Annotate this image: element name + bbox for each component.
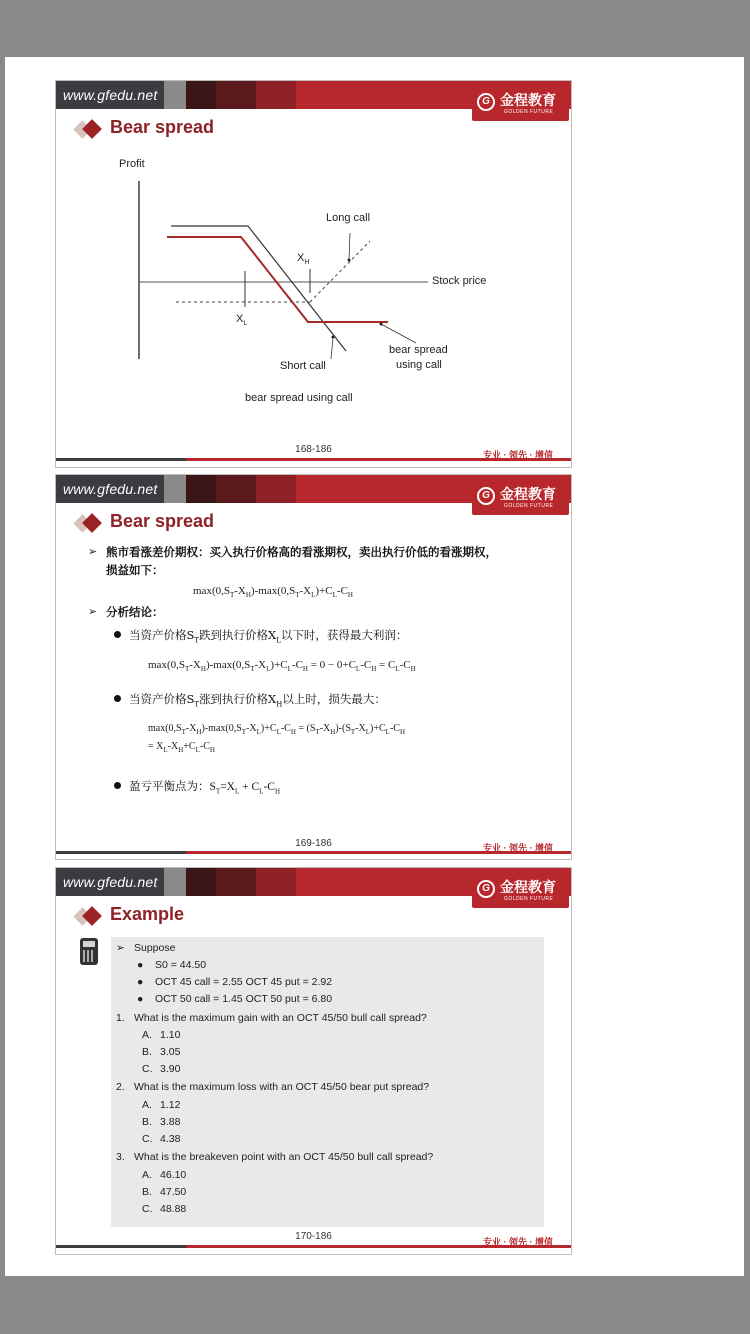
- logo-subtext: GOLDEN FUTURE: [504, 896, 554, 902]
- option-letter: B.: [142, 1116, 152, 1128]
- arrow-bullet-icon: ➢: [88, 606, 98, 618]
- bullet-dot-icon: [114, 631, 121, 638]
- bear-spread-pointer: [381, 324, 416, 343]
- long-call-line: [310, 241, 370, 302]
- bullet-text: 分析结论：: [106, 605, 164, 619]
- xh-label: $X_H$: [297, 252, 310, 267]
- bear-spread-label: bear spread: [389, 344, 448, 356]
- option-letter: A.: [142, 1169, 152, 1181]
- logo-icon: G: [477, 93, 495, 111]
- calculator-icon: [80, 938, 98, 965]
- logo-text: 金程教育: [500, 879, 556, 895]
- bear-spread-label-line2: using call: [396, 359, 442, 371]
- logo-text: 金程教育: [500, 486, 556, 502]
- bullet-dot-icon: ●: [137, 993, 144, 1005]
- question-text: What is the maximum gain with an OCT 45/50 bull call spread?: [134, 1012, 427, 1024]
- option-value: 3.05: [160, 1046, 181, 1058]
- short-call-pointer: [331, 338, 333, 359]
- bullet-dot-icon: ●: [137, 976, 144, 988]
- max-loss-formula-line2: = $X_L-X_H+C_L-C_H$: [148, 741, 215, 754]
- option-letter: C.: [142, 1133, 153, 1145]
- question-number: 3.: [116, 1151, 125, 1163]
- short-call-line: [248, 226, 346, 351]
- logo-subtext: GOLDEN FUTURE: [504, 503, 554, 509]
- max-profit-formula: $\max(0,S_T-X_H)-\max(0,S_T-X_L)+C_L-C_H = 0 - 0+C_L-C_H = C_L-C_H$: [148, 659, 416, 674]
- option-letter: C.: [142, 1203, 153, 1215]
- long-call-pointer: [349, 233, 350, 259]
- footer-tagline: 专业 · 领先 · 增值: [483, 450, 553, 460]
- footer-tagline: 专业 · 领先 · 增值: [483, 843, 553, 853]
- option-value: 47.50: [160, 1186, 187, 1198]
- logo-icon: G: [477, 880, 495, 898]
- slide-bear-spread-diagram: [55, 80, 572, 468]
- option-value: 4.38: [160, 1133, 181, 1145]
- option-letter: A.: [142, 1029, 152, 1041]
- logo-subtext: GOLDEN FUTURE: [504, 109, 554, 115]
- slide-title: Bear spread: [110, 117, 215, 137]
- site-url: www.gfedu.net: [63, 481, 158, 497]
- option-letter: B.: [142, 1046, 152, 1058]
- stock-price-label: Stock price: [432, 275, 487, 287]
- logo: [472, 481, 569, 515]
- bullet-text-line2: 损益如下：: [106, 563, 164, 577]
- short-call-label: Short call: [280, 360, 326, 372]
- point-text: 当资产价格$S_T$跌到执行价格$X_L$以下时，获得最大利润：: [129, 628, 408, 645]
- logo: [472, 874, 569, 908]
- option-value: 48.88: [160, 1203, 187, 1215]
- arrow-bullet-icon: ➢: [88, 546, 98, 558]
- option-letter: A.: [142, 1099, 152, 1111]
- logo-icon: G: [477, 487, 495, 505]
- suppose-label: Suppose: [134, 942, 176, 954]
- option-value: 3.88: [160, 1116, 181, 1128]
- bear-spread-line: [167, 237, 388, 322]
- bullet-text: 熊市看涨差价期权：买入执行价格高的看涨期权，卖出执行价低的看涨期权，: [106, 545, 497, 559]
- slide-bear-spread-formulas: [55, 474, 572, 860]
- logo-text: 金程教育: [500, 92, 556, 108]
- question-number: 1.: [116, 1012, 125, 1024]
- page-number: 169-186: [295, 838, 332, 849]
- payoff-diagram: [56, 81, 571, 467]
- bullet-dot-icon: [114, 782, 121, 789]
- arrow-bullet-icon: ➢: [116, 942, 125, 954]
- bullet-dot-icon: ●: [137, 959, 144, 971]
- point-text: 当资产价格$S_T$涨到执行价格$X_H$以上时，损失最大：: [129, 692, 386, 709]
- profit-label: Profit: [119, 158, 145, 170]
- long-call-label: Long call: [326, 212, 371, 224]
- site-url: www.gfedu.net: [63, 874, 158, 890]
- option-value: 46.10: [160, 1169, 187, 1181]
- diagram-caption: bear spread using call: [245, 392, 353, 404]
- option-letter: C.: [142, 1063, 153, 1075]
- option-letter: B.: [142, 1186, 152, 1198]
- question-text: What is the breakeven point with an OCT 45/50 bull call spread?: [134, 1151, 434, 1163]
- point-text: 盈亏平衡点为：$S_T=X_L + C_L-C_H$: [129, 779, 281, 796]
- site-url: www.gfedu.net: [63, 87, 158, 103]
- fact-item: OCT 45 call = 2.55 OCT 45 put = 2.92: [155, 976, 333, 988]
- max-loss-formula: $\max(0,S_T-X_H)-\max(0,S_T-X_L)+C_L-C_H = (S_T-X_H)-(S_T-X_L)+C_L-C_H$: [148, 723, 406, 736]
- fact-item: S0 = 44.50: [155, 959, 207, 971]
- option-value: 1.10: [160, 1029, 181, 1041]
- footer-tagline: 专业 · 领先 · 增值: [483, 1237, 553, 1247]
- xl-label: $X_L$: [236, 313, 248, 328]
- payoff-formula: $\max(0,S_T-X_H)-\max(0,S_T-X_L)+C_L-C_H$: [193, 585, 353, 600]
- option-value: 3.90: [160, 1063, 181, 1075]
- slide-title: Example: [110, 904, 185, 924]
- slide-title: Bear spread: [110, 511, 215, 531]
- question-number: 2.: [116, 1081, 125, 1093]
- page-number: 170-186: [295, 1231, 332, 1242]
- question-text: What is the maximum loss with an OCT 45/50 bear put spread?: [134, 1081, 430, 1093]
- page-number: 168-186: [295, 444, 332, 455]
- fact-item: OCT 50 call = 1.45 OCT 50 put = 6.80: [155, 993, 333, 1005]
- slide-example: [55, 867, 572, 1255]
- bullet-dot-icon: [114, 695, 121, 702]
- option-value: 1.12: [160, 1099, 181, 1111]
